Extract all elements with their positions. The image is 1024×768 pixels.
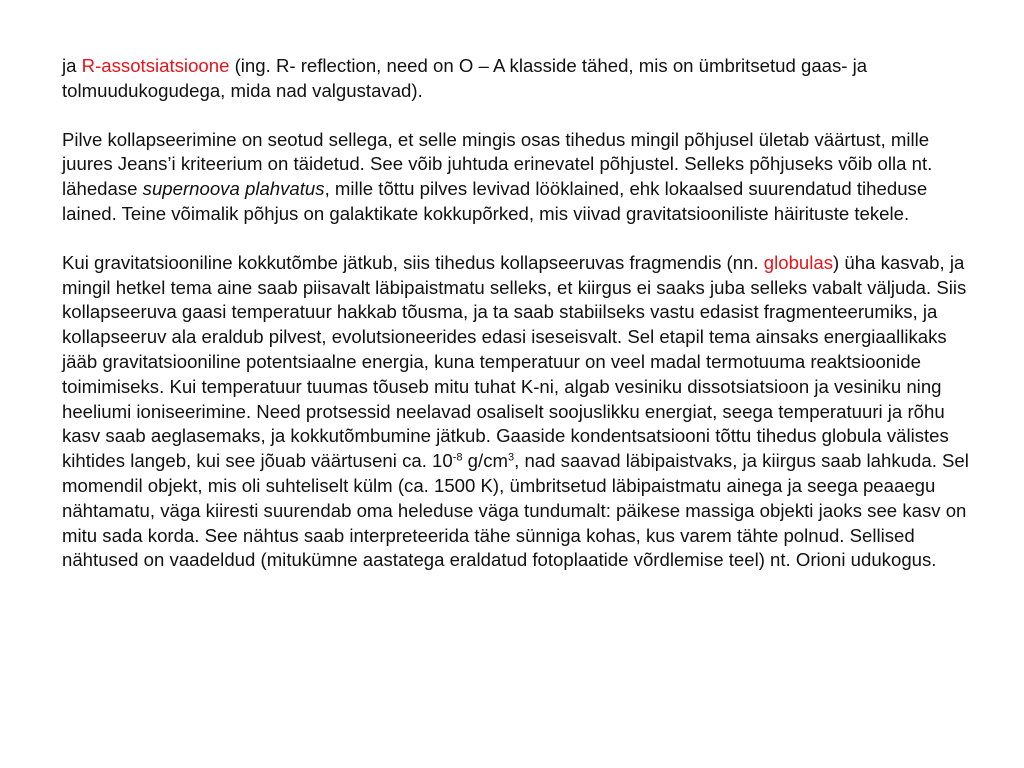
superscript: -8 (452, 451, 463, 464)
paragraph-text: , mille tõttu pilves levivad lööklained, ehk lokaalsed suurendatud tiheduse lained. Teine võimalik põhjus on galaktikate kokkupõrked, mis viivad gravitatsiooniliste häirituste tekele. (62, 178, 928, 224)
paragraph-text: ) üha kasvab, ja mingil hetkel tema aine saab piisavalt läbipaistmatu selleks, et kiirgus ei saaks juba selleks vabalt väljuda. Siis kollapseeruva gaasi temperatuur hakkab tõusma, ja ta saab stabiilseks vastu edasist fragmenteerumiks, ja kollapseeruv ala eraldub pilvest, evolutsioneerides edasi iseseisvalt. Sel etapil tema ainsaks energiaallikaks jääb gravitatsiooniline potentsiaalne energia, kuna temperatuur on veel madal termotuuma reaktsioonide toimimiseks. Kui temperatuur tuumas tõuseb mitu tuhat K-ni, algab vesiniku dissotsiatsioon ja vesiniku ning heeliumi ioniseerimine. Need protsessid neelavad osaliselt soojuslikku energiat, seega temperatuuri ja rõhu kasv saab aeglasemaks, ja kokkutõmbumine jätkub. Gaaside kondentsatsiooni tõttu tihedus globula välistes kihtides langeb, kui see jõuab väärtuseni ca. 10 (62, 251, 967, 472)
paragraph-gravitational-contraction (62, 251, 972, 573)
slide-body (62, 54, 972, 597)
paragraph-text: (ing. R- reflection, need on O – A klasside tähed, mis on ümbritsetud gaas- ja tolmuudukogudega, mida nad valgustavad). (62, 55, 868, 101)
paragraph-text: g/cm (462, 450, 508, 472)
paragraph-text: Pilve kollapseerimine on seotud sellega, et selle mingis osas tihedus mingil põhjusel ületab väärtust, mille juures Jeans’i kriteerium on täidetud. See võib juhtuda erinevatel põhjustel. Selleks põhjuseks võib olla nt. lähedase (62, 128, 933, 200)
highlighted-term: R-assotsiatsioone (81, 55, 230, 76)
paragraph-text: ja (62, 55, 82, 76)
highlighted-term: globulas (763, 251, 834, 273)
paragraph-r-associations (62, 54, 972, 104)
paragraph-text: , nad saavad läbipaistvaks, ja kiirgus saab lahkuda. Sel momendil objekt, mis oli suhteliselt külm (ca. 1500 K), ümbritsetud läbipaistmatu ainega ja seega peaaegu nähtamatu, väga kiiresti suurendab oma heleduse väga tundumalt: päikese massiga objekti jaoks see kasv on mitu sada korda. See nähtus saab interpreteerida tähe sünniga kohas, kus varem tähte polnud. Sellised nähtused on vaadeldud (mitukümne aastatega eraldatud fotoplaatide võrdlemise teel) nt. Orioni udukogus. (62, 450, 969, 571)
paragraph-cloud-collapse (62, 128, 972, 227)
italic-term: supernoova plahvatus (142, 178, 325, 200)
paragraph-text: Kui gravitatsiooniline kokkutõmbe jätkub, siis tihedus kollapseeruvas fragmendis (nn. (62, 251, 764, 273)
superscript: 3 (507, 451, 515, 464)
